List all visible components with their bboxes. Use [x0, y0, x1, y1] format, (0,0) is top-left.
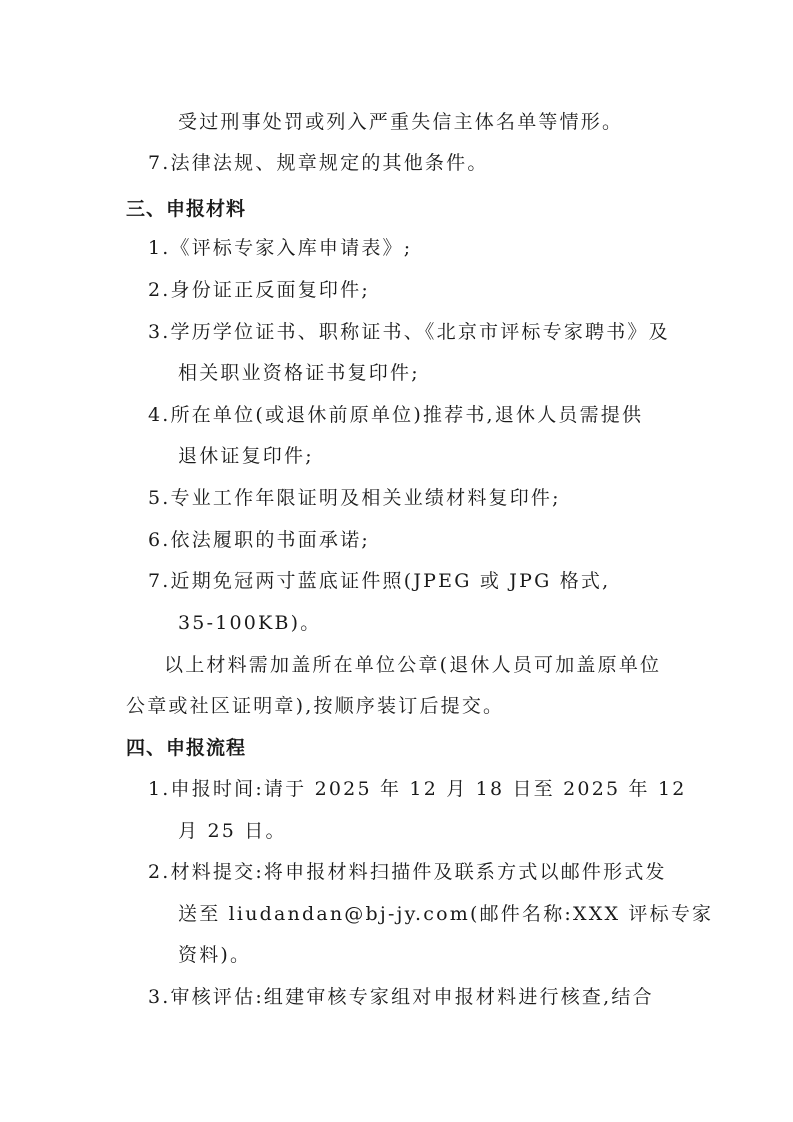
- process-item-2-continued: 送至 liudandan@bj-jy.com(邮件名称:XXX 评标专家: [178, 903, 714, 925]
- item-text: 学历学位证书、职称证书、《北京市评标专家聘书》及: [170, 321, 670, 343]
- material-item-7-continued: 35-100KB)。: [178, 612, 322, 634]
- item-number: 5.: [148, 487, 171, 509]
- section-heading-process: 四、申报流程: [126, 737, 247, 759]
- material-item-5: [148, 486, 561, 510]
- item-number: 3.: [148, 986, 171, 1008]
- item-text: 专业工作年限证明及相关业绩材料复印件;: [170, 487, 561, 509]
- process-item-3: [148, 985, 654, 1009]
- item-number: 7.: [148, 570, 171, 592]
- process-item-1-continued: 月 25 日。: [178, 820, 287, 842]
- item-text: 《评标专家入库申请表》;: [170, 237, 413, 259]
- item-number: 4.: [148, 404, 171, 426]
- item-text: 材料提交:将申报材料扫描件及联系方式以邮件形式发: [170, 861, 667, 883]
- process-item-2: [148, 860, 667, 884]
- process-item-2-continued-2: 资料)。: [178, 944, 252, 966]
- item-number: 6.: [148, 529, 171, 551]
- item-text: 审核评估:组建审核专家组对申报材料进行核查,结合: [170, 986, 654, 1008]
- section-heading-materials: 三、申报材料: [126, 198, 247, 220]
- material-item-3: [148, 320, 670, 344]
- continuation-text: 受过刑事处罚或列入严重失信主体名单等情形。: [178, 111, 624, 133]
- condition-item-7: [148, 151, 489, 175]
- material-item-3-continued: 相关职业资格证书复印件;: [178, 362, 420, 384]
- process-item-1: [148, 777, 687, 801]
- item-number: 2.: [148, 279, 171, 301]
- material-item-4: [148, 403, 643, 427]
- item-text: 所在单位(或退休前原单位)推荐书,退休人员需提供: [170, 404, 644, 426]
- item-text: 近期免冠两寸蓝底证件照(JPEG 或 JPG 格式,: [170, 570, 611, 592]
- material-item-1: [148, 236, 412, 260]
- item-text: 身份证正反面复印件;: [170, 279, 370, 301]
- material-item-4-continued: 退休证复印件;: [178, 445, 314, 467]
- item-number: 1.: [148, 237, 171, 259]
- item-number: 3.: [148, 321, 171, 343]
- item-text: 法律法规、规章规定的其他条件。: [170, 152, 489, 174]
- item-number: 7.: [148, 152, 171, 174]
- materials-note-continued: 公章或社区证明章),按顺序装订后提交。: [126, 695, 505, 717]
- item-text: 依法履职的书面承诺;: [170, 529, 370, 551]
- material-item-2: [148, 278, 370, 302]
- item-number: 2.: [148, 861, 171, 883]
- material-item-7: [148, 569, 610, 593]
- item-text: 申报时间:请于 2025 年 12 月 18 日至 2025 年 12: [170, 778, 687, 800]
- materials-note: 以上材料需加盖所在单位公章(退休人员可加盖原单位: [164, 654, 662, 676]
- material-item-6: [148, 528, 370, 552]
- item-number: 1.: [148, 778, 171, 800]
